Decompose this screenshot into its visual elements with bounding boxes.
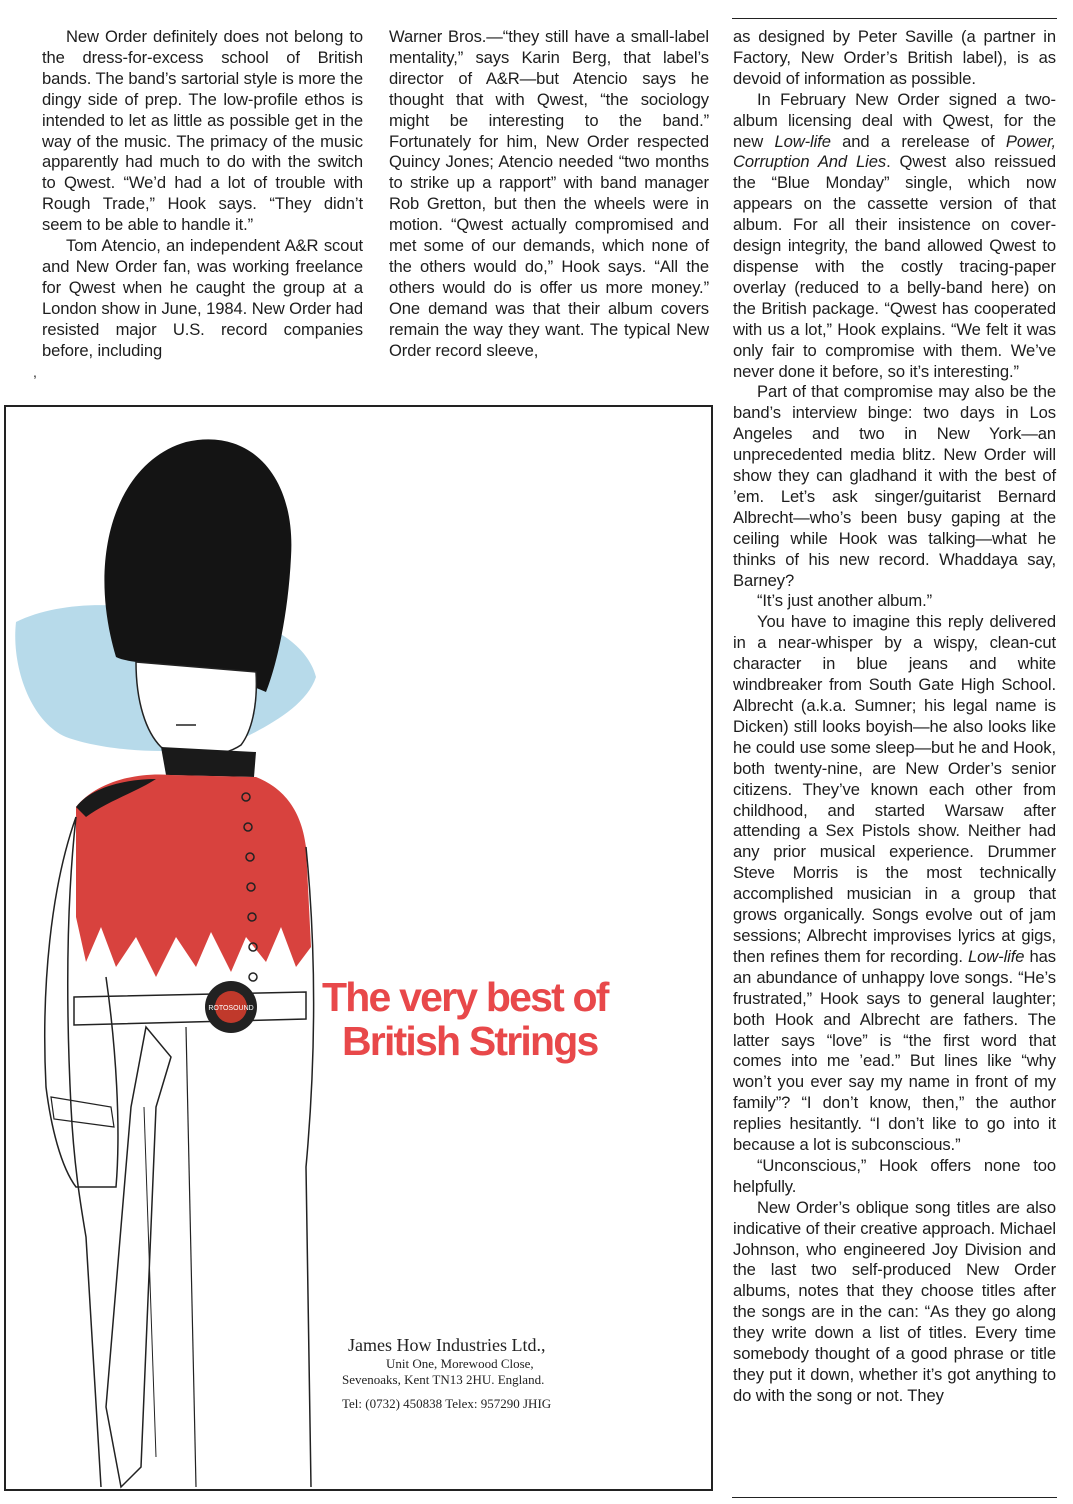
paragraph: New Order definitely does not belong to the dress-for-excess school of British bands. The band’s sartorial style is more the dingy side of prep. The low-profile ethos is intended to let as little as possible get in the way of the music. The primacy of the music apparently had much to do with the switch to Qwest. “We’d had a lot of trouble with Rough Trade,” Hook says. “They didn’t seem to be able to handle it.” bbox=[42, 27, 363, 235]
paragraph: In February New Order signed a two-album licensing deal with Qwest, for the new Low-life and a rerelease of Power, Corruption And Lies. Qwest also reissued the “Blue Monday” single, which now appears on the cassette version of that album. For all their insistence on cover-design integrity, the band allowed Qwest to dispense with the costly tracing-paper overlay (reduced to a belly-band here) on the British package. “Qwest has cooperated with us a lot,” Hook explains. “We felt it was only fair to compromise with them. We’ve never done it before, so it’s interesting.” bbox=[733, 89, 1057, 381]
company-name: James How Industries Ltd., bbox=[348, 1335, 546, 1355]
stray-mark: , bbox=[33, 364, 37, 380]
paragraph: Part of that compromise may also be the band’s interview binge: two days in Los Angeles and two in New York—an unprecedented media blitz. New Order will show they can gladhand it with the best of ’em. Let’s ask singer/guitarist Bernard Albrecht—who’s been busy gaping at the ceiling while Hook was talking—what he thinks of his new record. Whaddaya say, Barney? bbox=[733, 382, 1056, 590]
collar bbox=[161, 747, 256, 777]
paragraph: “Unconscious,” Hook offers none too helpfully. bbox=[733, 1155, 1056, 1196]
headline-line-1: The very best of bbox=[322, 974, 608, 1020]
rifle bbox=[106, 1027, 171, 1487]
paragraph: as designed by Peter Saville (a partner in Factory, New Order’s British label), is as devoid of information as possible. bbox=[733, 27, 1056, 88]
advertisement bbox=[4, 405, 713, 1491]
bearskin-hat bbox=[104, 439, 291, 692]
tunic bbox=[76, 774, 311, 977]
paragraph: New Order’s oblique song titles are also indicative of their creative approach. Michael Johnson, who engineered Joy Division and the last two self-produced New Order albums, notes that they choose titles after the songs are in the can: “As they go along they write down a list of titles. Every time somebody thought of a good phrase or title they put it down, whether it’s got anything to do with the song or not. They bbox=[733, 1197, 1056, 1405]
badge-text: ROTOSOUND bbox=[208, 1005, 254, 1012]
headline-line-2: British Strings bbox=[342, 1018, 598, 1064]
address-line: Unit One, Morewood Close, bbox=[386, 1356, 534, 1371]
article-column-1 bbox=[42, 27, 363, 362]
bottom-rule bbox=[732, 1497, 1057, 1498]
article-column-2 bbox=[389, 27, 709, 362]
paragraph: You have to imagine this reply delivered in a near-whisper by a wispy, clean-cut character in blue jeans and white windbreaker from South Gate High School. Albrecht (a.k.a. Sumner; his legal name is Dicken) still looks boyish—he also looks like he could use some sleep—but he and Hook, both twenty-nine, are New Order’s senior citizens. They’ve known each other from childhood, and started Warsaw after attending a Sex Pistols show. Neither had any prior musical experience. Drummer Steve Morris is the most technically accomplished musician in a group that grows organically. Songs evolve out of jam sessions; Albrecht improvises lyrics at gigs, then refines them for recording. Low-life has an abundance of unhappy love songs. “He’s frustrated,” Hook says to general laughter; both Hook and Albrecht are fathers. The latter says “love” is “the first word that comes into me ’ead.” But lines like “why won’t you ever say my name in front of my family”? “I don’t know, then,” the author replies hesitantly. “I don’t like to go into it because a lot is subconscious.” bbox=[733, 612, 1056, 1155]
top-rule bbox=[732, 18, 1057, 19]
contact-line: Tel: (0732) 450838 Telex: 957290 JHIG bbox=[342, 1396, 552, 1411]
article-column-3 bbox=[733, 27, 1056, 1407]
paragraph: Warner Bros.—“they still have a small-label mentality,” says Karin Berg, that label’s director of A&R—but Atencio says he thought that with Qwest, “the sociology might be interesting to the band.” Fortunately for him, New Order respected Quincy Jones; Atencio needed “two months to strike up a rapport” with band manager Rob Gretton, but then the wheels were in motion. “Qwest actually compromised and met some of our demands, which none of the others would do,” Hook says. “All the others would do is offer us more money.” One demand was that their album covers remain the way they want. The typical New Order record sleeve, bbox=[389, 27, 709, 360]
ad-headline bbox=[322, 975, 608, 1063]
address-line: Sevenoaks, Kent TN13 2HU. England. bbox=[342, 1372, 545, 1387]
paragraph: “It’s just another album.” bbox=[757, 591, 933, 611]
paragraph: Tom Atencio, an independent A&R scout and New Order fan, was working freelance for Qwest when he caught the group at a London show in June, 1984. New Order had resisted major U.S. record companies before, including bbox=[42, 236, 363, 360]
guardsman-illustration bbox=[6, 407, 713, 1491]
ad-address-block bbox=[342, 1335, 551, 1412]
